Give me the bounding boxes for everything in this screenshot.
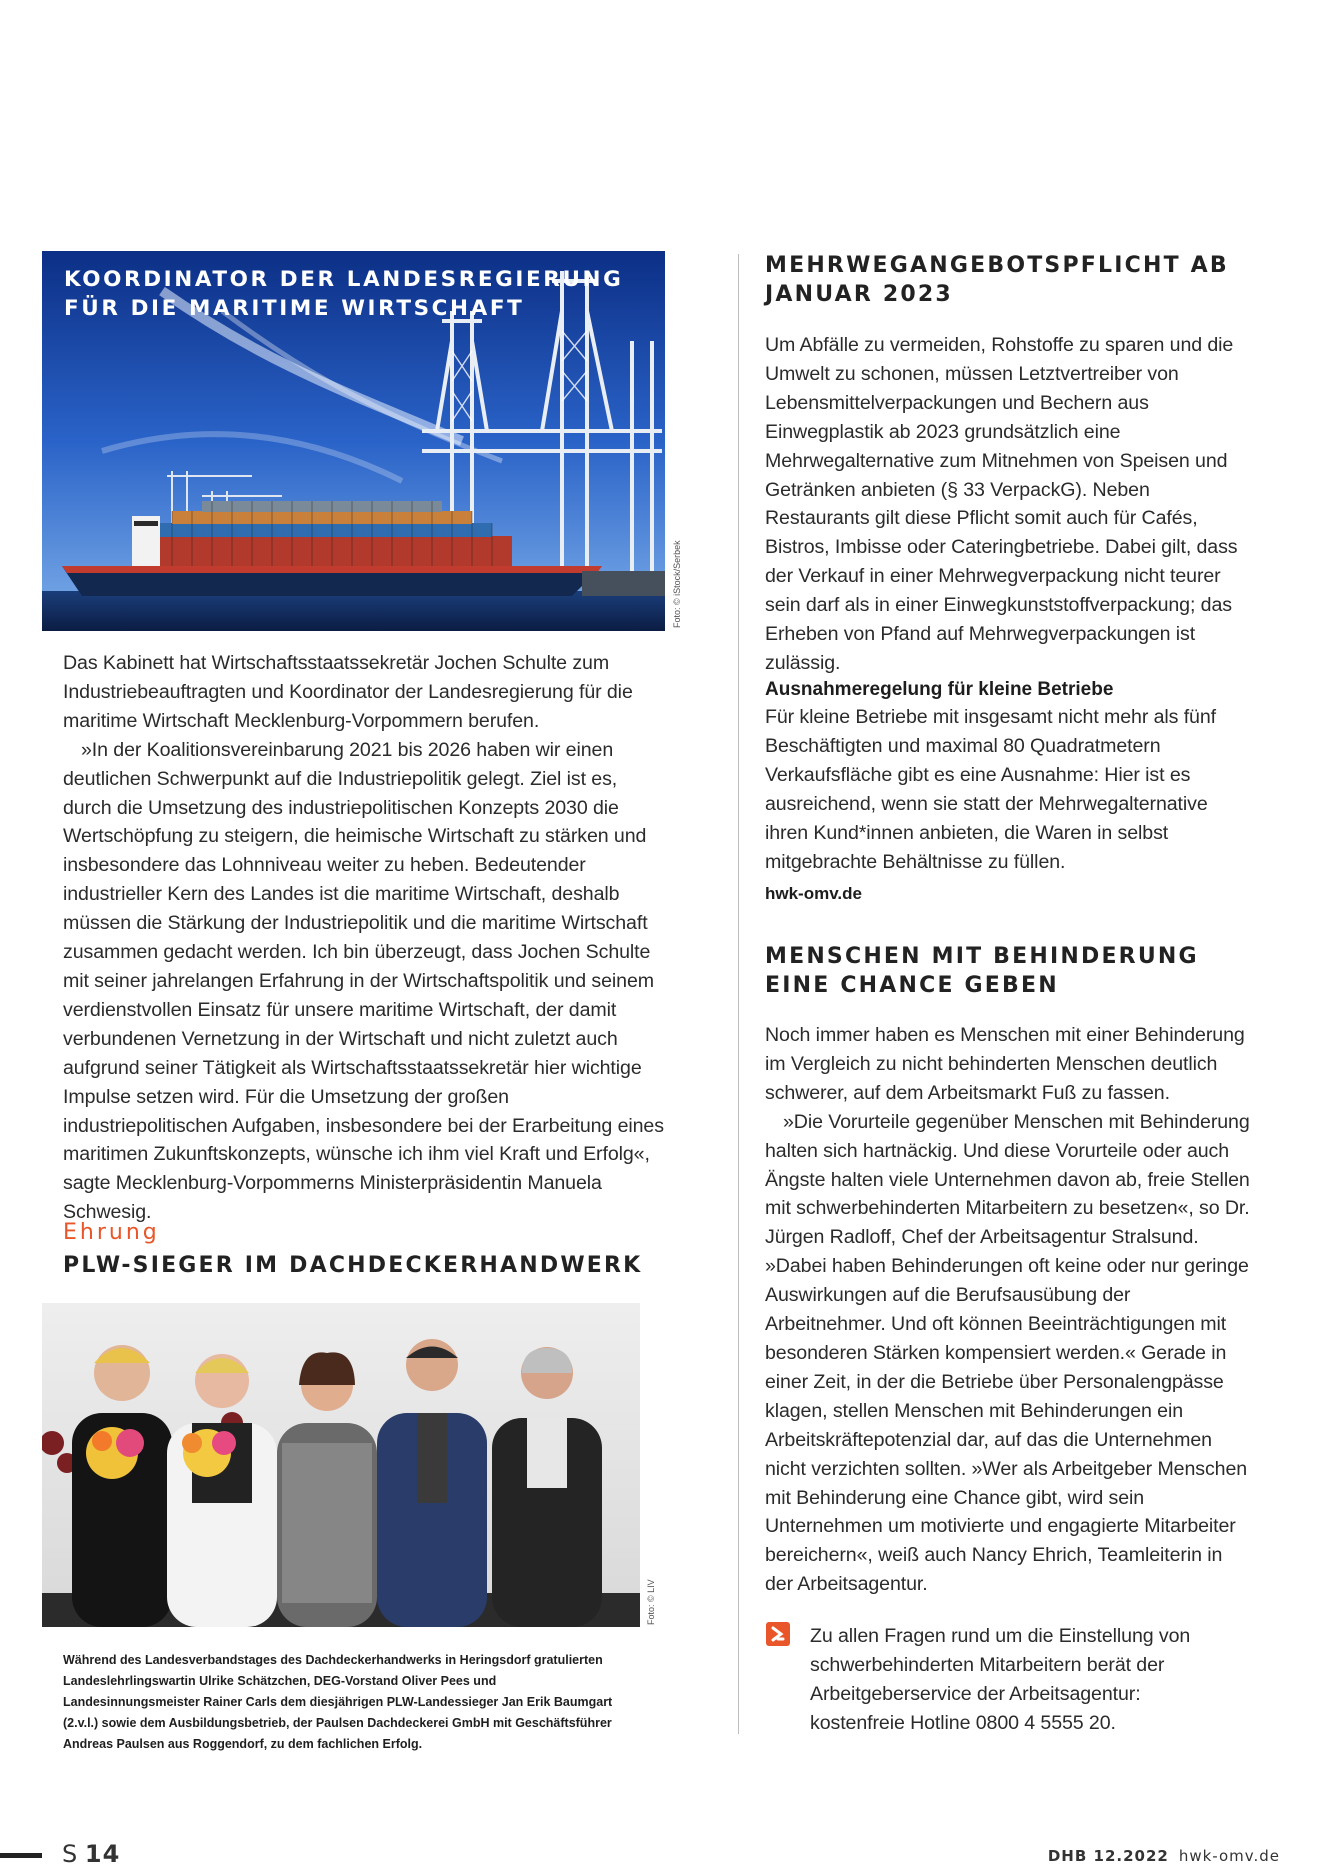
article-mehrweg-subhead: Ausnahmeregelung für kleine Betriebe — [765, 679, 1114, 700]
article-behinderung-paragraph: Noch immer haben es Menschen mit einer Behinderung im Vergleich zu nicht behinderten Menschen deutlich schwerer, auf dem Arbeitsmarkt Fuß zu fassen. — [765, 1024, 1245, 1104]
article-koordinator-body — [63, 649, 667, 1227]
issue-label: DHB 12.2022 — [1047, 1847, 1169, 1865]
article-mehrweg-exception-paragraph: Für kleine Betriebe mit insgesamt nicht mehr als fünf Beschäftigten und maximal 80 Quadratmetern Verkaufsfläche gibt es eine Ausnahme: Hier ist es ausreichend, wenn sie statt der Mehrwegalternative ihren Kund*innen anbieten, die Waren in selbst mitgebrachte Behältnisse zu füllen. — [765, 706, 1216, 873]
article-behinderung-info — [810, 1622, 1240, 1738]
article-mehrweg-title: MEHRWEGANGEBOTSPFLICHT AB JANUAR 2023 — [765, 253, 1229, 307]
article-behinderung-title: MENSCHEN MIT BEHINDERUNG EINE CHANCE GEBEN — [765, 944, 1199, 998]
hotline-info-text: Zu allen Fragen rund um die Einstellung von schwerbehinderten Mitarbeitern berät der Arbeitgeberservice der Arbeitsagentur: kostenfreie Hotline 0800 4 5555 20. — [810, 1625, 1191, 1734]
column-divider — [738, 254, 739, 1734]
hero-photo — [42, 251, 665, 631]
article-mehrweg-body — [765, 331, 1250, 678]
page-prefix: S — [62, 1840, 78, 1868]
hero-title: KOORDINATOR DER LANDESREGIERUNG FÜR DIE MARITIME WIRTSCHAFT — [64, 267, 624, 321]
award-group-image — [42, 1303, 640, 1627]
hero-photo-credit: Foto: © iStock/Serbek — [672, 540, 682, 628]
article-behinderung-paragraph: »Die Vorurteile gegenüber Menschen mit Behinderung halten sich hartnäckig. Und diese Vorurteile oder auch Ängste halten viele Unternehmen davon ab, freie Stellen mit schwerbehinderten Mitarbeitern zu besetzen«, so Dr. Jürgen Radloff, Chef der Arbeitsagentur Stralsund. »Dabei haben Behinderungen oft keine oder nur geringe Auswirkungen auf die Berufsausübung der Arbeitnehmer. Und oft können Beeinträchtigungen mit besonderen Stärken kompensiert werden.« Gerade in einer Zeit, in der die Betriebe über Personalengpässe klagen, stellen Menschen mit Behinderungen ein Arbeitskräftepotenzial dar, auf das die Unternehmen nicht verzichten sollten. »Wer als Arbeitgeber Menschen mit Behinderung eine Chance gibt, wird sein Unternehmen um motivierte und engagierte Mitarbeiter bereichern«, weiß auch Nancy Ehrich, Teamleiterin in der Arbeitsagentur. — [765, 1110, 1250, 1596]
award-photo-credit: Foto: © LIV — [646, 1579, 656, 1625]
article-mehrweg-source: hwk-omv.de — [765, 884, 862, 903]
section-kicker: Ehrung — [63, 1220, 160, 1245]
article-koordinator-paragraph: Das Kabinett hat Wirtschaftsstaatssekretär Jochen Schulte zum Industriebeauftragten und Koordinator der Landesregierung für die maritime Wirtschaft Mecklenburg-Vorpommern berufen. — [63, 652, 633, 732]
article-behinderung-body — [765, 1021, 1250, 1599]
page-number — [62, 1840, 120, 1868]
article-mehrweg-exception — [765, 703, 1250, 876]
article-mehrweg-paragraph: Um Abfälle zu vermeiden, Rohstoffe zu sparen und die Umwelt zu schonen, müssen Letztvertreiber von Lebensmittelverpackungen und Bechern aus Einwegplastik ab 2023 grundsätzlich eine Mehrwegalternative zum Mitnehmen von Speisen und Getränken anbieten (§ 33 VerpackG). Neben Restaurants gilt diese Pflicht somit auch für Cafés, Bistros, Imbisse oder Cateringbetriebe. Dabei gilt, dass der Verkauf in einer Mehrwegverpackung nicht teurer sein darf als in einer Einwegkunststoffverpackung; das Erheben von Pfand auf Mehrwegverpackungen ist zulässig. — [765, 334, 1238, 674]
footer-issue — [1048, 1847, 1280, 1865]
footer-bar — [0, 1853, 42, 1858]
page-number-value: 14 — [84, 1840, 121, 1868]
article-koordinator-paragraph: »In der Koalitionsvereinbarung 2021 bis 2026 haben wir einen deutlichen Schwerpunkt auf die Industriepolitik gelegt. Ziel ist es, durch die Umsetzung des industriepolitischen Konzepts 2030 die Wertschöpfung zu steigern, die heimische Wirtschaft zu stärken und insbesondere das Lohnniveau weiter zu heben. Bedeutender industrieller Kern des Landes ist die maritime Wirtschaft, deshalb müssen die Stärkung der Industriepolitik und die maritime Wirtschaft zusammen gedacht werden. Ich bin überzeugt, dass Jochen Schulte mit seiner jahrelangen Erfahrung in der Wirtschaftspolitik und seinem verdienstvollen Einsatz für unsere maritime Wirtschaft, der damit verbundenen Vernetzung in der Wirtschaft und nicht zuletzt auch aufgrund seiner Tätigkeit als Wirtschaftsstaatssekretär hier wichtige Impulse setzen wird. Für die Umsetzung der großen industriepolitischen Aufgaben, insbesondere bei der Erarbeitung eines maritimen Zukunftskonzepts, wünsche ich ihm viel Kraft und Erfolg«, sagte Mecklenburg-Vorpommerns Ministerpräsidentin Manuela Schwesig. — [63, 738, 664, 1224]
award-photo-caption: Während des Landesverbandstages des Dachdeckerhandwerks in Heringsdorf gratulierten Landeslehrlingswartin Ulrike Schätzchen, DEG-Vorstand Oliver Pees und Landesinnungsmeister Rainer Carls dem diesjährigen PLW-Landessieger Jan Erik Baumgart (2.v.l.) sowie dem Ausbildungsbetrieb, der Paulsen Dachdeckerei GmbH mit Geschäftsführer Andreas Paulsen aus Roggendorf, zu dem fachlichen Erfolg. — [63, 1653, 613, 1751]
footer-site-link[interactable]: hwk-omv.de — [1178, 1847, 1280, 1865]
award-photo — [42, 1303, 640, 1627]
article-plw-title: PLW-SIEGER IM DACHDECKERHANDWERK — [63, 1253, 643, 1278]
arrow-right-icon — [766, 1622, 790, 1646]
